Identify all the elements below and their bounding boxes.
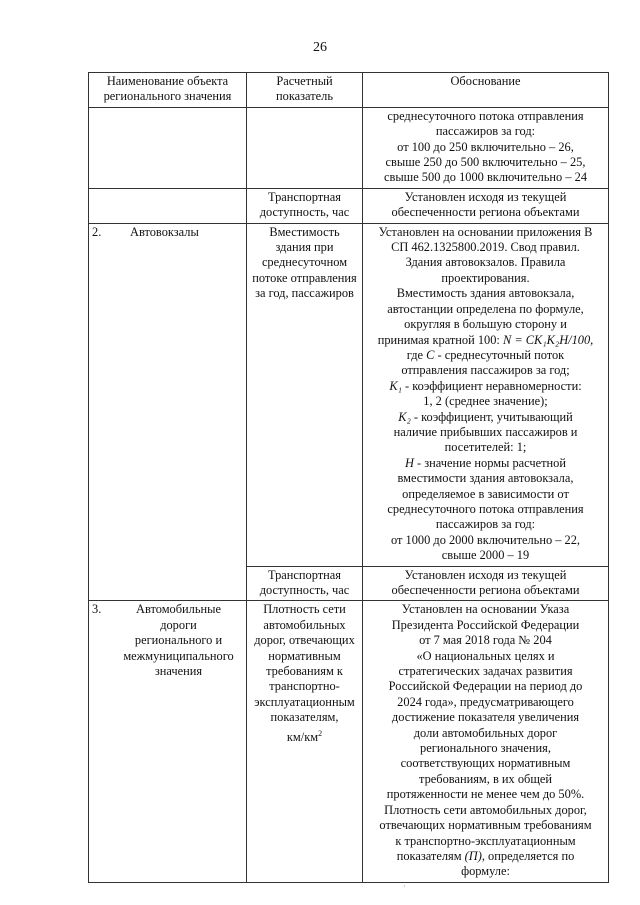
object-name-cell bbox=[89, 223, 247, 601]
basis-cell: Установлен исходя из текущей обеспеченности региона объектами bbox=[363, 566, 609, 601]
scan-dot-mark: · bbox=[403, 882, 406, 891]
basis-cell: Установлен на основании приложения В СП 462.1325800.2019. Свод правил. Здания автовокзалов. Правила проектирования. Вместимость здания автовокзала, автостанции определена по формуле, округляя в большую сторону и принимая кратной 100: N = CK₁K₂H/100, где C - среднесуточный поток отправления пассажиров за год; K₁ - коэффициент неравномерности: 1, 2 (среднее значение); K₂ - коэффициент, учитывающий наличие прибывших пассажиров и посетителей: 1; H - значение нормы расчетной вместимости здания автовокзала, определяемое в зависимости от среднесуточного потока отправления пассажиров за год: от 1000 до 2000 включительно – 22, свыше 2000 – 19 bbox=[363, 223, 609, 566]
row-number: 2. bbox=[92, 224, 102, 239]
table-row bbox=[89, 188, 609, 223]
basis-cell: Установлен исходя из текущей обеспеченности региона объектами bbox=[363, 188, 609, 223]
row-number: 3. bbox=[92, 602, 102, 617]
indicator-cell: Транспортная доступность, час bbox=[247, 188, 363, 223]
object-name: Автовокзалы bbox=[130, 224, 199, 239]
indicator-cell: Транспортная доступность, час bbox=[247, 566, 363, 601]
basis-cell: Установлен на основании Указа Президента Российской Федерации от 7 мая 2018 года № 204 «О национальных целях и стратегических задачах развития Российской Федерации на период до 2024 года», предусматривающего достижение показателя увеличения доли автомобильных дорог регионального значения, соответствующих нормативным требованиям, в их общей протяженности не менее чем до 50%. Плотность сети автомобильных дорог, отвечающих нормативным требованиям к транспортно-эксплуатационным показателям (П), определяется по формуле: bbox=[363, 601, 609, 882]
unit-label: $км/км^2$ bbox=[286, 728, 323, 744]
indicator-cell: Плотность сети автомобильных дорог, отвечающих нормативным требованиям к транспортно- эксплуатационным показателям, $км/км^2$ bbox=[247, 601, 363, 882]
header-basis: Обоснование bbox=[363, 73, 609, 108]
table-row bbox=[89, 601, 609, 882]
indicator-cell: Вместимость здания при среднесуточном потоке отправления за год, пассажиров bbox=[247, 223, 363, 566]
object-name-cell bbox=[89, 601, 247, 882]
table-row bbox=[89, 223, 609, 566]
indicator-cell bbox=[247, 107, 363, 188]
regional-objects-table bbox=[88, 72, 609, 883]
object-name: Автомобильные дороги регионального и межмуниципального значения bbox=[123, 602, 234, 679]
header-object-name: Наименование объекта регионального значения bbox=[89, 73, 247, 108]
capacity-formula: N = CK₁K₂H/100, bbox=[502, 332, 594, 347]
table-header-row bbox=[89, 73, 609, 108]
page-number: 26 bbox=[313, 40, 327, 55]
object-name-cell bbox=[89, 188, 247, 223]
object-name-cell bbox=[89, 107, 247, 188]
basis-cell: среднесуточного потока отправления пассажиров за год: от 100 до 250 включительно – 26, свыше 250 до 500 включительно – 25, свыше 500 до 1000 включительно – 24 bbox=[363, 107, 609, 188]
header-indicator: Расчетный показатель bbox=[247, 73, 363, 108]
table-row bbox=[89, 107, 609, 188]
